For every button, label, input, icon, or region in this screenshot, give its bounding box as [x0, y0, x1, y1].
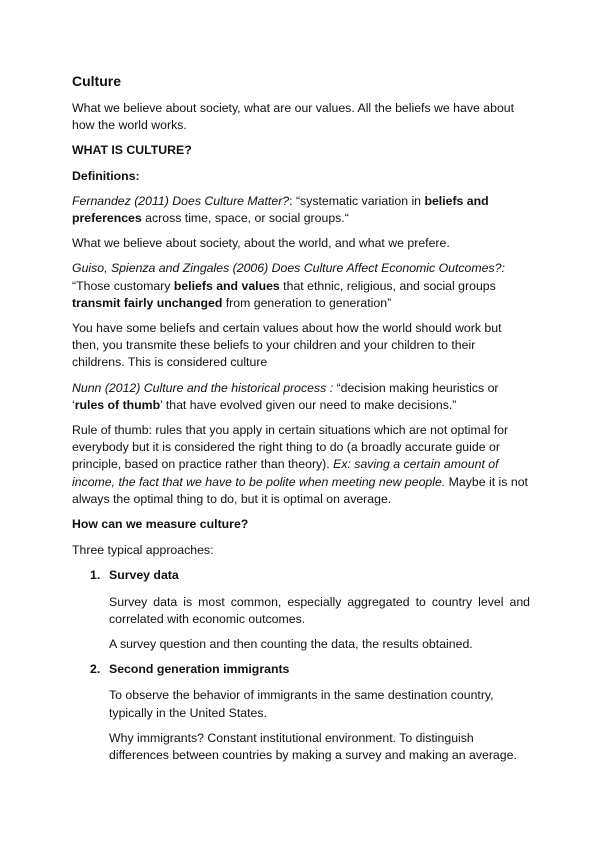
list-item-number: 2.: [90, 662, 101, 677]
rule-example: Ex: saving a certain amount of income, the fact that we have to be polite when meeting new people.: [72, 457, 499, 489]
def3-text-a: “decision making heuristics or ‘: [72, 380, 499, 412]
rule-of-thumb-paragraph: [72, 422, 530, 508]
list-item-number: 1.: [90, 568, 101, 583]
list-item: [72, 567, 530, 653]
definition-guiso: [72, 260, 530, 312]
def1-bold: beliefs and preferences: [72, 193, 489, 226]
citation-guiso: Guiso, Spienza and Zingales (2006) Does Culture Affect Economic Outcomes?:: [72, 261, 505, 276]
page-title: Culture: [72, 73, 121, 89]
approaches-list: [72, 567, 530, 764]
definition-guiso-note: You have some beliefs and certain values about how the world should work but then, you transmite these beliefs to your children and your children to their childrens. This is considered culture: [72, 321, 502, 370]
approaches-intro: Three typical approaches:: [72, 543, 214, 558]
citation-nunn: Nunn (2012) Culture and the historical process :: [72, 380, 334, 395]
list-item-body: [72, 687, 530, 764]
list-item-body: [72, 594, 530, 654]
intro-paragraph: What we believe about society, what are our values. All the beliefs we have about how the world works.: [72, 101, 515, 133]
rule-text-b: Maybe it is not always the optimal thing to do, but it is optimal on average.: [72, 474, 528, 506]
list-item-paragraph: To observe the behavior of immigrants in the same destination country, typically in the United States.: [109, 688, 494, 720]
list-item-heading: [72, 661, 530, 678]
definition-fernandez-note: What we believe about society, about the world, and what we prefere.: [72, 236, 450, 251]
def2-text-b: that ethnic, religious, and social groups: [279, 278, 496, 293]
def1-text-a: : “systematic variation in: [289, 193, 425, 208]
def3-bold: rules of thumb: [74, 397, 161, 412]
list-item-title: Second generation immigrants: [109, 662, 290, 677]
def1-text-b: across time, space, or social groups.“: [141, 211, 349, 226]
rule-text-a: Rule of thumb: rules that you apply in certain situations which are not optimal for everybody but it is considered the right thing to do (a broadly accurate guide or principle, based on practice rather than theory).: [72, 423, 509, 472]
definition-fernandez: [72, 193, 530, 227]
def2-bold-b: transmit fairly unchanged: [72, 295, 223, 310]
list-item: [72, 661, 530, 764]
list-item-paragraph: Why immigrants? Constant institutional environment. To distinguish differences between countries by making a survey and making an average.: [109, 730, 517, 763]
list-item-paragraph: A survey question and then counting the data, the results obtained.: [109, 637, 473, 652]
def3-text-b: ’ that have evolved given our need to make decisions.”: [160, 397, 457, 412]
list-item-title: Survey data: [109, 568, 179, 583]
list-item-heading: [72, 567, 530, 584]
def2-text-a: “Those customary: [72, 278, 174, 293]
def2-text-c: from generation to generation”: [222, 295, 392, 310]
citation-fernandez: Fernandez (2011) Does Culture Matter?: [72, 193, 290, 208]
definitions-label: Definitions:: [72, 168, 140, 183]
what-is-culture-heading: WHAT IS CULTURE?: [72, 143, 192, 158]
def2-bold-a: beliefs and values: [173, 278, 280, 293]
definition-nunn: [72, 380, 530, 414]
measure-heading: How can we measure culture?: [72, 517, 249, 532]
list-item-paragraph: Survey data is most common, especially aggregated to country level and correlated with economic outcomes.: [109, 594, 530, 626]
document-content: [72, 72, 530, 772]
